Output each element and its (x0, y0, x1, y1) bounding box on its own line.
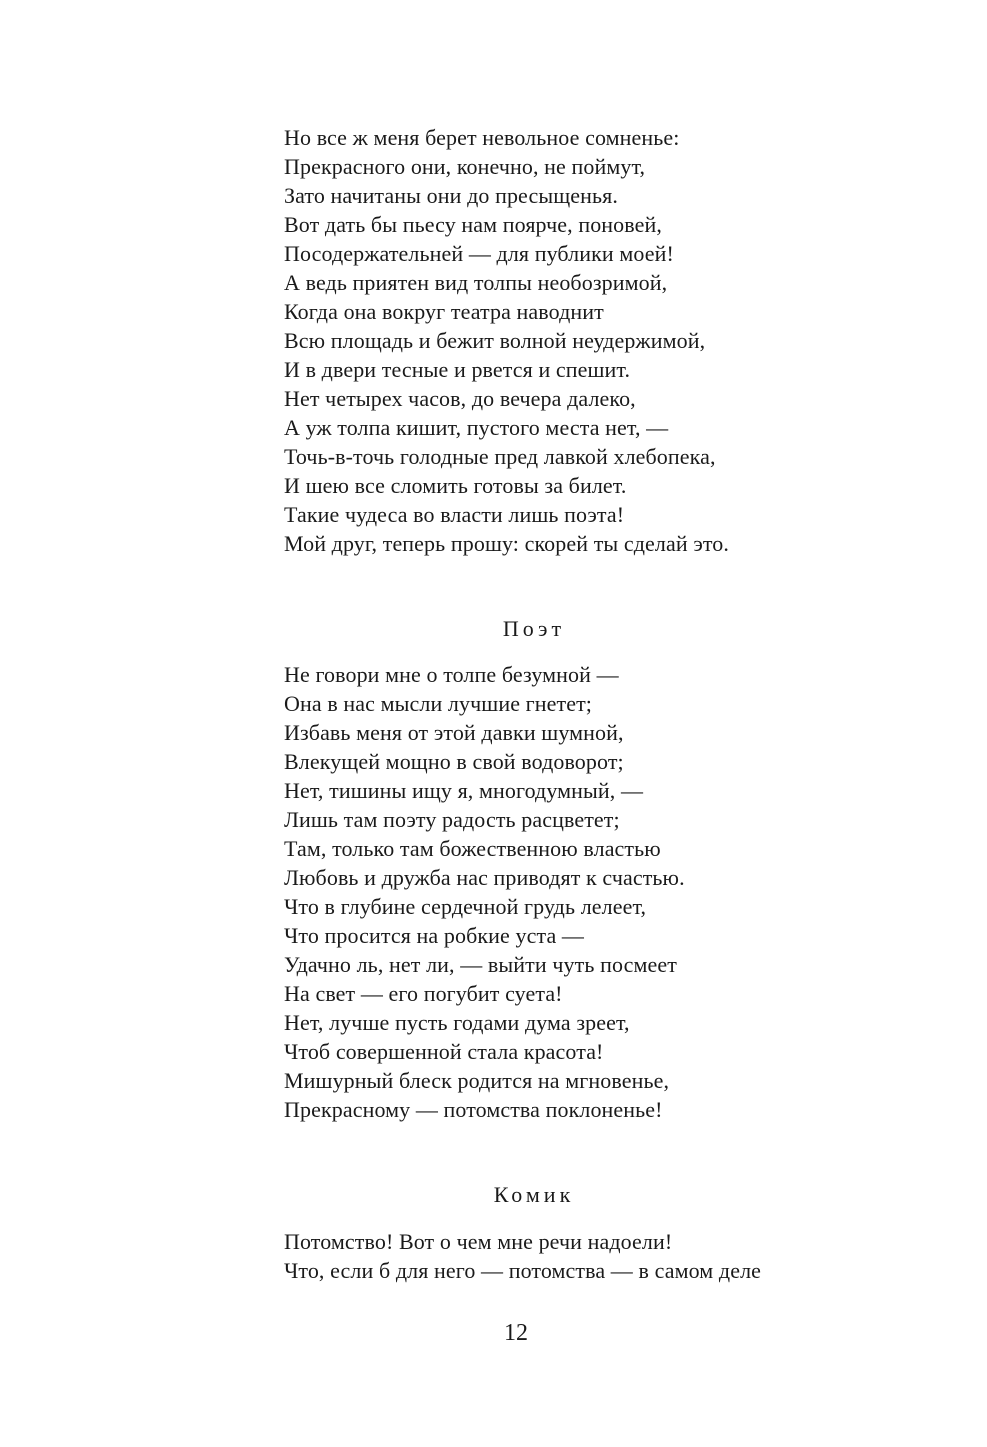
verse-line: Всю площадь и бежит волной неудержимой, (284, 328, 706, 353)
speaker-name-poet: Поэт (502, 616, 566, 641)
verse-line: Влекущей мощно в свой водоворот; (284, 749, 624, 774)
verse-line: Потомство! Вот о чем мне речи надоели! (284, 1229, 673, 1254)
verse-stanza-3 (284, 1227, 761, 1285)
verse-line: Такие чудеса во власти лишь поэта! (284, 502, 625, 527)
verse-line: Любовь и дружба нас приводят к счастью. (284, 865, 685, 890)
verse-line: Что в глубине сердечной грудь лелеет, (284, 894, 647, 919)
verse-line: Прекрасного они, конечно, не поймут, (284, 154, 646, 179)
verse-line: Нет, лучше пусть годами дума зреет, (284, 1010, 630, 1035)
verse-line: Зато начитаны они до пресыщенья. (284, 183, 618, 208)
verse-line: На свет — его погубит суета! (284, 981, 563, 1006)
verse-line: Когда она вокруг театра наводнит (284, 299, 604, 324)
verse-line: Там, только там божественною властью (284, 836, 661, 861)
verse-line: Мой друг, теперь прошу: скорей ты сделай это. (284, 531, 729, 556)
verse-line: Чтоб совершенной стала красота! (284, 1039, 604, 1064)
speaker-name-comic: Комик (493, 1182, 575, 1207)
verse-line: Прекрасному — потомства поклоненье! (284, 1097, 663, 1122)
verse-line: Что просится на робкие уста — (284, 923, 585, 948)
verse-stanza-1 (284, 123, 729, 558)
verse-line: А ведь приятен вид толпы необозримой, (284, 270, 668, 295)
page-number: 12 (504, 1320, 528, 1346)
verse-line: Вот дать бы пьесу нам поярче, поновей, (284, 212, 662, 237)
verse-line: Лишь там поэту радость расцветет; (284, 807, 620, 832)
verse-line: И шею все сломить готовы за билет. (284, 473, 627, 498)
verse-line: Удачно ль, нет ли, — выйти чуть посмеет (284, 952, 677, 977)
verse-line: Но все ж меня берет невольное сомненье: (284, 125, 680, 150)
verse-line: Нет, тишины ищу я, многодумный, — (284, 778, 644, 803)
verse-line: А уж толпа кишит, пустого места нет, — (284, 415, 669, 440)
verse-line: Не говори мне о толпе безумной — (284, 662, 619, 687)
verse-stanza-2 (284, 660, 685, 1124)
verse-line: Избавь меня от этой давки шумной, (284, 720, 624, 745)
verse-line: Мишурный блеск родится на мгновенье, (284, 1068, 670, 1093)
verse-line: Она в нас мысли лучшие гнетет; (284, 691, 593, 716)
verse-line: Посодержательней — для публики моей! (284, 241, 674, 266)
verse-line: И в двери тесные и рвется и спешит. (284, 357, 631, 382)
verse-line: Что, если б для него — потомства — в самом деле (284, 1258, 762, 1283)
verse-line: Нет четырех часов, до вечера далеко, (284, 386, 636, 411)
verse-line: Точь-в-точь голодные пред лавкой хлебопека, (284, 444, 716, 469)
